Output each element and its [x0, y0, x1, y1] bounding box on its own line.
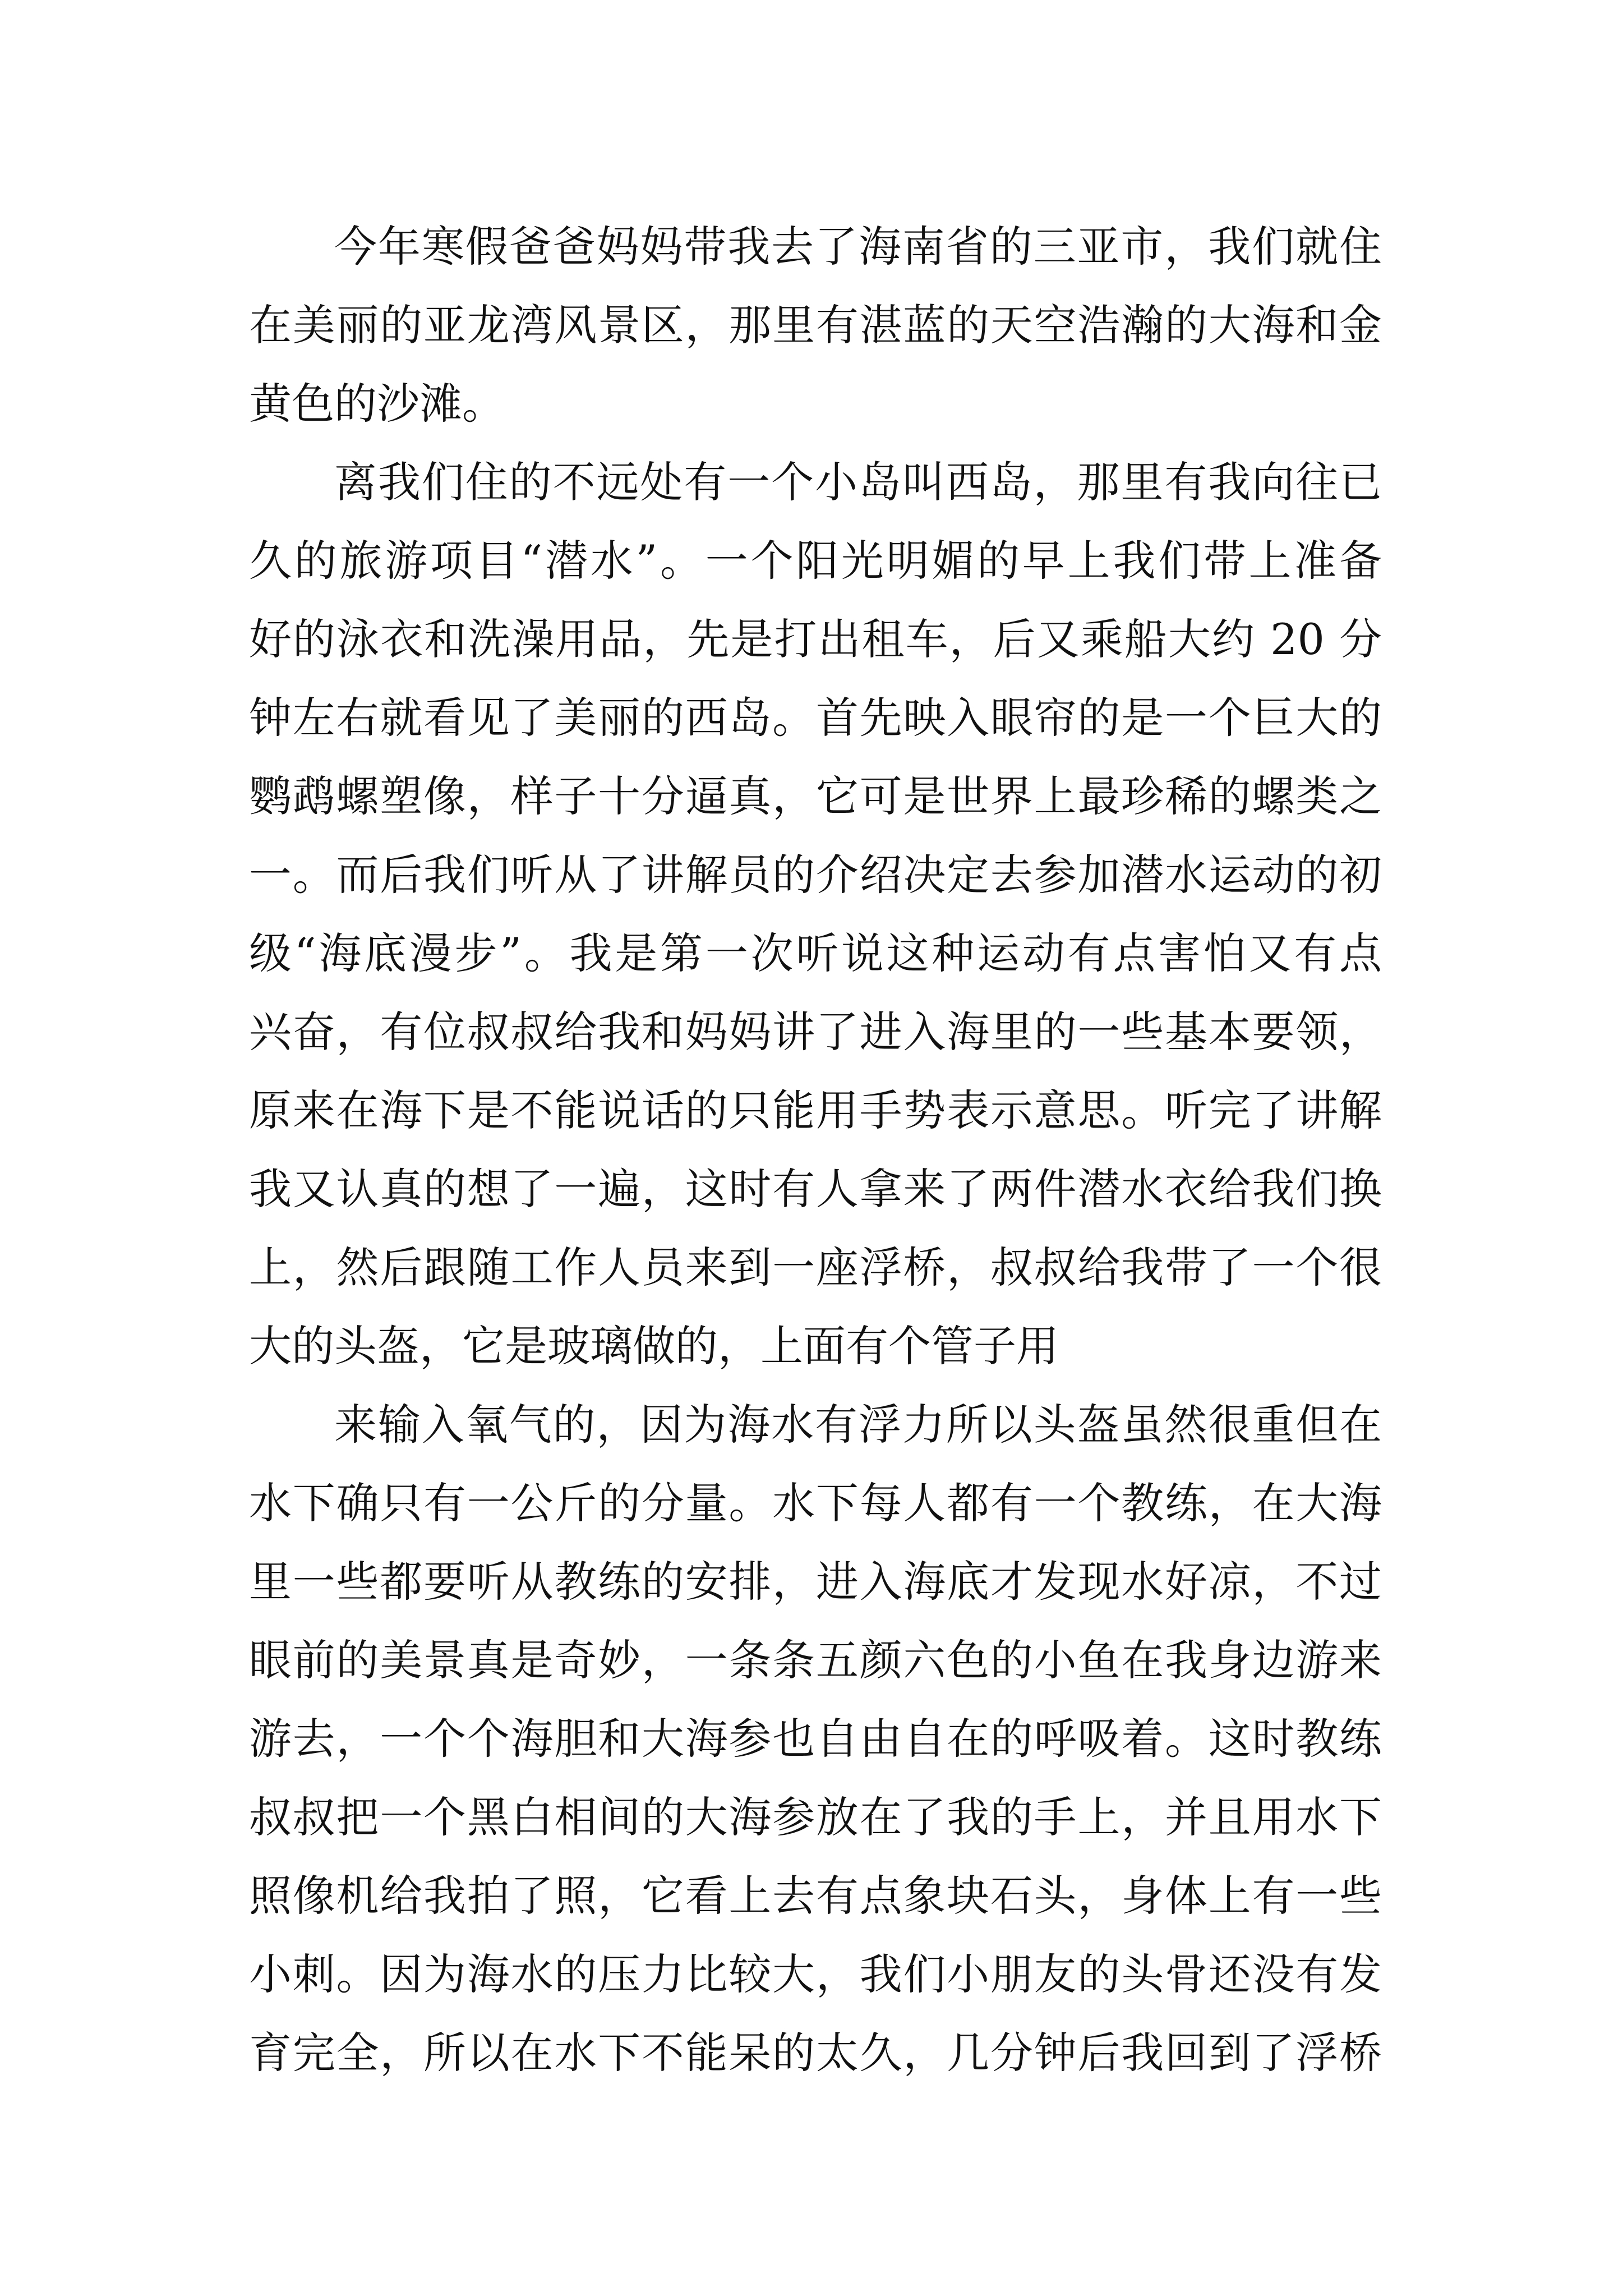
paragraph-1 — [249, 208, 1382, 443]
text-line: 级“海底漫步”。我是第一次听说这种运动有点害怕又有点 — [249, 928, 1382, 978]
text-line: 离我们住的不远处有一个小岛叫西岛，那里有我向往已 — [334, 457, 1382, 507]
text-line: 久的旅游项目“潜水”。一个阳光明媚的早上我们带上准备 — [249, 536, 1382, 586]
text-line: 一。而后我们听从了讲解员的介绍决定去参加潜水运动的初 — [249, 850, 1382, 900]
text-line: 今年寒假爸爸妈妈带我去了海南省的三亚市，我们就住 — [334, 222, 1382, 272]
text-line: 眼前的美景真是奇妙，一条条五颜六色的小鱼在我身边游来 — [249, 1635, 1382, 1685]
text-line: 在美丽的亚龙湾风景区，那里有湛蓝的天空浩瀚的大海和金 — [249, 300, 1382, 350]
text-line: 钟左右就看见了美丽的西岛。首先映入眼帘的是一个巨大的 — [249, 693, 1382, 743]
text-line: 原来在海下是不能说话的只能用手势表示意思。听完了讲解 — [249, 1085, 1382, 1135]
paragraph-3 — [249, 1386, 1382, 2092]
text-line: 兴奋，有位叔叔给我和妈妈讲了进入海里的一些基本要领， — [249, 1007, 1382, 1057]
text-line: 上，然后跟随工作人员来到一座浮桥，叔叔给我带了一个很 — [249, 1243, 1382, 1292]
paragraph-2 — [249, 443, 1382, 1386]
text-line: 鹦鹉螺塑像，样子十分逼真，它可是世界上最珍稀的螺类之 — [249, 771, 1382, 821]
text-line: 来输入氧气的，因为海水有浮力所以头盔虽然很重但在 — [334, 1400, 1382, 1450]
text-line: 大的头盔，它是玻璃做的，上面有个管子用 — [249, 1321, 1059, 1371]
document-body — [249, 208, 1382, 2092]
text-line: 我又认真的想了一遍，这时有人拿来了两件潜水衣给我们换 — [249, 1164, 1382, 1214]
text-line: 育完全，所以在水下不能呆的太久，几分钟后我回到了浮桥 — [249, 2028, 1382, 2078]
text-line: 照像机给我拍了照，它看上去有点象块石头，身体上有一些 — [249, 1871, 1382, 1921]
text-line: 叔叔把一个黑白相间的大海参放在了我的手上，并且用水下 — [249, 1792, 1382, 1842]
text-line: 里一些都要听从教练的安排，进入海底才发现水好凉，不过 — [249, 1557, 1382, 1607]
text-line: 好的泳衣和洗澡用品，先是打出租车，后又乘船大约 20 分 — [249, 614, 1382, 664]
text-line: 小刺。因为海水的压力比较大，我们小朋友的头骨还没有发 — [249, 1949, 1382, 1999]
text-line: 水下确只有一公斤的分量。水下每人都有一个教练，在大海 — [249, 1478, 1382, 1528]
text-line: 黄色的沙滩。 — [249, 379, 505, 429]
text-line: 游去，一个个海胆和大海参也自由自在的呼吸着。这时教练 — [249, 1714, 1382, 1764]
